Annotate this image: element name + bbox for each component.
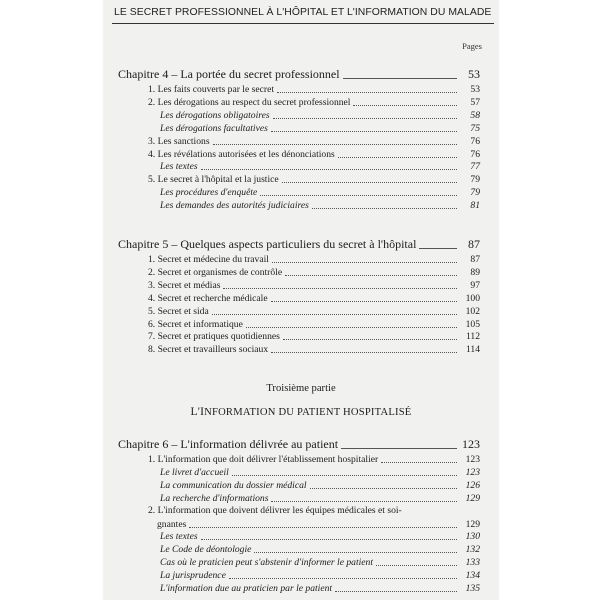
part-subtitle-initial: L'I (190, 405, 205, 418)
toc-subsection-entry-title: L'information due au praticien par le patient (160, 583, 333, 594)
chapter-heading-page-number: 87 (468, 237, 480, 251)
dot-leader (273, 118, 457, 119)
toc-section-entry (148, 135, 480, 147)
toc-section-entry (148, 343, 480, 355)
toc-subsection-entry (160, 582, 480, 594)
toc-subsection-entry-page-number: 130 (465, 531, 480, 543)
toc-section-entry-title: 3. Les sanctions (148, 135, 210, 147)
toc-section-entry (148, 453, 480, 465)
dot-leader (201, 539, 457, 540)
toc-section-entry-title: 5. Secret et sida (148, 305, 209, 317)
toc-section-entry-title: 7. Secret et pratiques quotidiennes (148, 331, 280, 343)
toc-subsection-entry-page-number: 58 (470, 109, 480, 121)
toc-section-entry-title: 1. Secret et médecine du travail (148, 254, 269, 265)
toc-subsection-entry-page-number: 81 (470, 200, 480, 212)
toc-subsection-entry-title: Les dérogations facultatives (160, 122, 268, 134)
toc-subsection-entry (160, 186, 480, 198)
toc-subsection-entry-page-number: 134 (465, 570, 480, 582)
dot-leader (223, 288, 457, 289)
dot-leader (376, 565, 457, 566)
dot-leader (285, 275, 457, 276)
toc-subsection-entry-title: Le livret d'accueil (160, 466, 229, 478)
toc-subsection-entry-title: Les dérogations obligatoires (160, 109, 270, 121)
dot-leader (271, 301, 457, 302)
toc-section-entry (148, 266, 480, 278)
toc-subsection-entry (160, 556, 480, 568)
part-title: Troisième partie (266, 383, 336, 394)
chapter-heading (118, 68, 480, 82)
toc-section-entry-page-number: 129 (465, 518, 480, 530)
dot-leader (335, 591, 457, 592)
toc-section-entry (148, 253, 480, 265)
dot-leader (271, 131, 457, 132)
toc-subsection-entry-title: La communication du dossier médical (160, 479, 307, 491)
dot-leader (232, 475, 457, 476)
toc-subsection-entry (160, 466, 480, 478)
toc-subsection-entry-title: Les textes (160, 531, 198, 543)
toc-section-entry-page-number: 76 (470, 148, 480, 160)
dot-leader (381, 462, 457, 463)
toc-subsection-entry-title: Le Code de déontologie (160, 544, 252, 556)
dot-leader (282, 182, 457, 183)
header-rule (112, 23, 494, 24)
toc-section-entry-title: 8. Secret et travailleurs sociaux (148, 344, 269, 356)
part-subtitle (104, 405, 498, 418)
toc-section-entry (148, 96, 480, 108)
chapter-heading-page-number: 53 (468, 67, 480, 81)
toc-subsection-entry (160, 109, 480, 121)
toc-subsection-entry-page-number: 135 (465, 583, 480, 594)
dot-leader (229, 578, 457, 579)
dot-leader (312, 208, 457, 209)
toc-section-entry (157, 518, 480, 530)
toc-section-entry-title: 4. Secret et recherche médicale (148, 292, 268, 304)
toc-subsection-entry-title: Les demandes des autorités judiciaires (160, 200, 309, 212)
toc-subsection-entry-page-number: 129 (465, 492, 480, 504)
dot-leader (254, 552, 457, 553)
dot-leader (272, 262, 457, 263)
toc-section-entry-page-number: 97 (470, 279, 480, 291)
toc-section-entry-page-number: 123 (465, 454, 480, 465)
toc-section-entry-page-number: 105 (465, 318, 480, 330)
toc-subsection-entry-title: La recherche d'informations (160, 492, 269, 504)
toc-section-entry-page-number: 114 (465, 344, 480, 356)
toc-subsection-entry (160, 569, 480, 581)
toc-section-entry-page-number: 57 (470, 96, 480, 108)
toc-subsection-entry (160, 492, 480, 504)
toc-section-entry-title: 1. Les faits couverts par le secret (148, 84, 274, 95)
toc-section-entry (148, 83, 480, 95)
toc-section-entry-page-number: 112 (465, 331, 480, 343)
dot-leader (271, 501, 457, 502)
chapter-heading (118, 238, 480, 252)
dot-leader (353, 105, 457, 106)
toc-subsection-entry-title: Les textes (160, 161, 198, 173)
toc-section-entry-title: 2. Secret et organismes de contrôle (148, 266, 283, 278)
toc-section-entry-title: 5. Le secret à l'hôpital et la justice (148, 174, 279, 186)
dot-leader (310, 488, 457, 489)
toc-section-entry (148, 279, 480, 291)
toc-subsection-entry-page-number: 77 (470, 161, 480, 173)
dot-leader (338, 157, 457, 158)
toc-section-entry (148, 330, 480, 342)
dot-leader (201, 169, 457, 170)
book-page (104, 0, 498, 600)
dot-leader (277, 92, 457, 93)
toc-section-entry (148, 318, 480, 330)
toc-section-entry-page-number: 76 (470, 135, 480, 147)
toc-section-entry-title: 3. Secret et médias (148, 279, 221, 291)
dot-leader (212, 314, 457, 315)
toc-section-entry-page-number: 53 (470, 84, 480, 95)
toc-section-entry-page-number: 79 (470, 174, 480, 186)
toc-section-entry (148, 148, 480, 160)
toc-subsection-entry (160, 479, 480, 491)
toc-section-entry-page-number: 102 (465, 305, 480, 317)
chapter-heading-title: Chapitre 5 – Quelques aspects particuliers du secret à l'hôpital (118, 237, 417, 251)
toc-subsection-entry-title: Cas où le praticien peut s'abstenir d'informer le patient (160, 557, 374, 569)
toc-section-entry (148, 292, 480, 304)
toc-subsection-entry (160, 543, 480, 555)
toc-section-entry-title: 6. Secret et informatique (148, 318, 243, 330)
part-subtitle-rest: NFORMATION DU PATIENT HOSPITALISÉ (204, 407, 412, 418)
toc-subsection-entry (160, 122, 480, 134)
dot-leader (343, 78, 457, 79)
toc-subsection-entry (160, 160, 480, 172)
running-head: LE SECRET PROFESSIONNEL À L'HÔPITAL ET L'INFORMATION DU MALADE (114, 7, 492, 18)
toc-section-entry-page-number: 87 (470, 254, 480, 265)
toc-subsection-entry-title: Les procédures d'enquête (160, 187, 258, 199)
pages-column-label: Pages (462, 41, 482, 51)
dot-leader (213, 144, 457, 145)
toc-subsection-entry-title: La jurisprudence (160, 570, 226, 582)
toc-subsection-entry-page-number: 126 (465, 479, 480, 491)
toc-section-entry (148, 173, 480, 185)
dot-leader (419, 248, 457, 249)
toc-subsection-entry-page-number: 133 (465, 557, 480, 569)
toc-section-entry-title: gnantes (157, 518, 187, 530)
chapter-heading (118, 438, 480, 452)
dot-leader (260, 195, 457, 196)
dot-leader (283, 339, 457, 340)
dot-leader (341, 448, 457, 449)
toc-section-entry-title: 4. Les révélations autorisées et les dénonciations (148, 148, 335, 160)
toc-subsection-entry-page-number: 123 (465, 466, 480, 478)
toc-section-entry-wrapped-line: 2. L'information que doivent délivrer les équipes médicales et soi- (148, 504, 402, 516)
toc-section-entry (148, 305, 480, 317)
toc-subsection-entry-page-number: 79 (470, 187, 480, 199)
toc-section-entry-title: 1. L'information que doit délivrer l'établissement hospitalier (148, 454, 379, 465)
chapter-heading-title: Chapitre 4 – La portée du secret professionnel (118, 67, 340, 81)
toc-section-entry-page-number: 100 (465, 292, 480, 304)
dot-leader (189, 527, 457, 528)
toc-subsection-entry-page-number: 75 (470, 122, 480, 134)
dot-leader (271, 352, 457, 353)
toc-subsection-entry (160, 530, 480, 542)
toc-section-entry-title: 2. Les dérogations au respect du secret professionnel (148, 96, 351, 108)
dot-leader (246, 327, 457, 328)
chapter-heading-page-number: 123 (462, 437, 480, 451)
toc-subsection-entry (160, 199, 480, 211)
toc-subsection-entry-page-number: 132 (465, 544, 480, 556)
chapter-heading-title: Chapitre 6 – L'information délivrée au patient (118, 437, 339, 451)
toc-section-entry-page-number: 89 (470, 266, 480, 278)
